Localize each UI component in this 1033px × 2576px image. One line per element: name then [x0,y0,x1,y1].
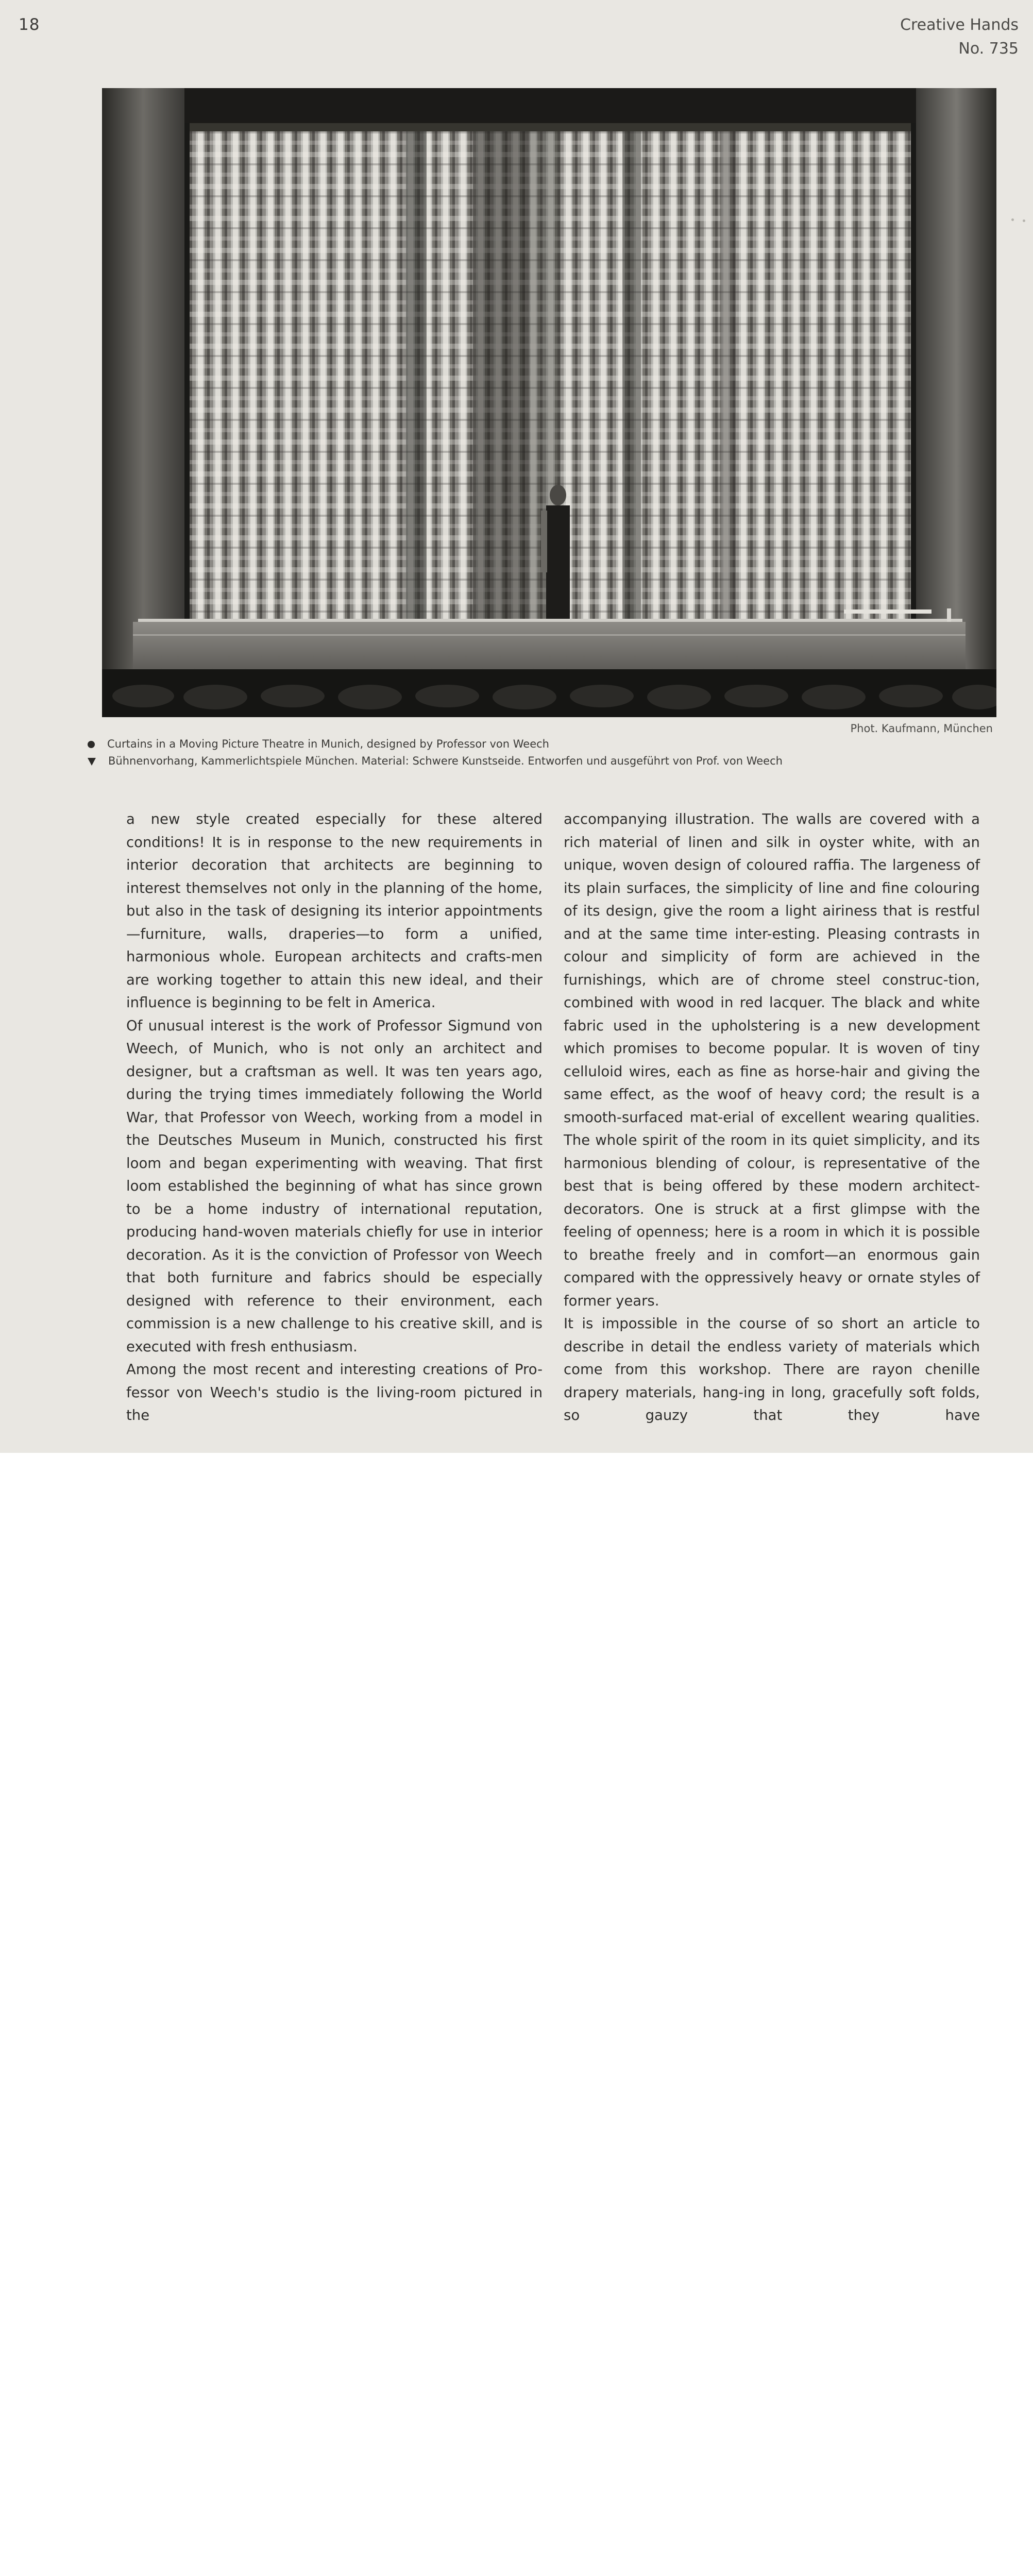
paragraph: Among the most recent and interesting creations of Pro-fessor von Weech's studio is the living-room pictured in the [126,1361,543,1423]
photo-credit: Phot. Kaufmann, München [850,722,993,735]
triangle-bullet-icon [88,758,96,766]
page-number: 18 [19,15,40,34]
page-speck-marks [1009,215,1030,226]
caption-german-line [88,755,783,767]
caption-english-line [88,738,549,750]
viewer-footer [0,1453,1033,1531]
paragraph: It is impossible in the course of so short an article to describe in detail the endless variety of materials which come from this workshop. There are rayon chenille drapery materials, hang-ing in long, gracefully soft folds, so gauzy that they have [564,1315,980,1423]
paragraph: accompanying illustration. The walls are covered with a rich material of linen and silk in oyster white, with an unique, woven design of coloured raffia. The largeness of its plain surfaces, the simplicity of line and fine colouring of its design, give the room a light airiness that is restful and at the same time inter-esting. Pleasing contrasts in colour and simplicity of form are achieved in the furnishings, which are of chrome steel construc-tion, combined with wood in red lacquer. The black and white fabric used in the upholstering is a new development which promises to become popular. It is woven of tiny celluloid wires, each as fine as horse-hair and giving the same effect, as the woof of heavy cord; the result is a smooth-surfaced mat-erial of excellent wearing qualities. The whole spirit of the room in its quiet simplicity, and its harmonious blending of colour, is representative of the best that is being offered by these modern architect-decorators. One is struck at a first glimpse with the feeling of openness; here is a room in which it is possible to breathe freely and in comfort—an enormous gain compared with the oppressively heavy or ornate styles of former years. [564,811,980,1309]
journal-title: Creative Hands [900,16,1019,34]
caption-english: Curtains in a Moving Picture Theatre in Munich, designed by Professor von Weech [107,738,549,750]
issue-number: No. 735 [958,40,1019,58]
text-column-left [126,808,543,1427]
curtain-photograph [102,88,996,717]
running-head [900,13,1019,61]
theatre-curtain-image [102,88,996,717]
caption-german: Bühnenvorhang, Kammerlichtspiele München. Material: Schwere Kunstseide. Entworfen und ausgeführt von Prof. von Weech [108,755,783,767]
text-column-right [564,808,980,1427]
paragraph: a new style created especially for these altered conditions! It is in response to the new requirements in interior decoration that architects are beginning to interest themselves not only in the planning of the home, but also in the task of designing its interior appointments—furniture, walls, draperies—to form a unified, harmonious whole. European architects and crafts-men are working together to attain this new ideal, and their influence is beginning to be felt in America. [126,811,543,1011]
circle-bullet-icon [88,741,95,748]
paragraph: Of unusual interest is the work of Professor Sigmund von Weech, of Munich, who is not only an architect and designer, but a craftsman as well. It was ten years ago, during the trying times immediately following the World War, that Professor von Weech, working from a model in the Deutsches Museum in Munich, constructed his first loom and began experimenting with weaving. That first loom established the beginning of what has since grown to be a home industry of international reputation, producing hand-woven materials chiefly for use in interior decoration. As it is the conviction of Professor von Weech that both furniture and fabrics should be especially designed with reference to their environment, each commission is a new challenge to his creative skill, and is executed with fresh enthusiasm. [126,1017,543,1355]
